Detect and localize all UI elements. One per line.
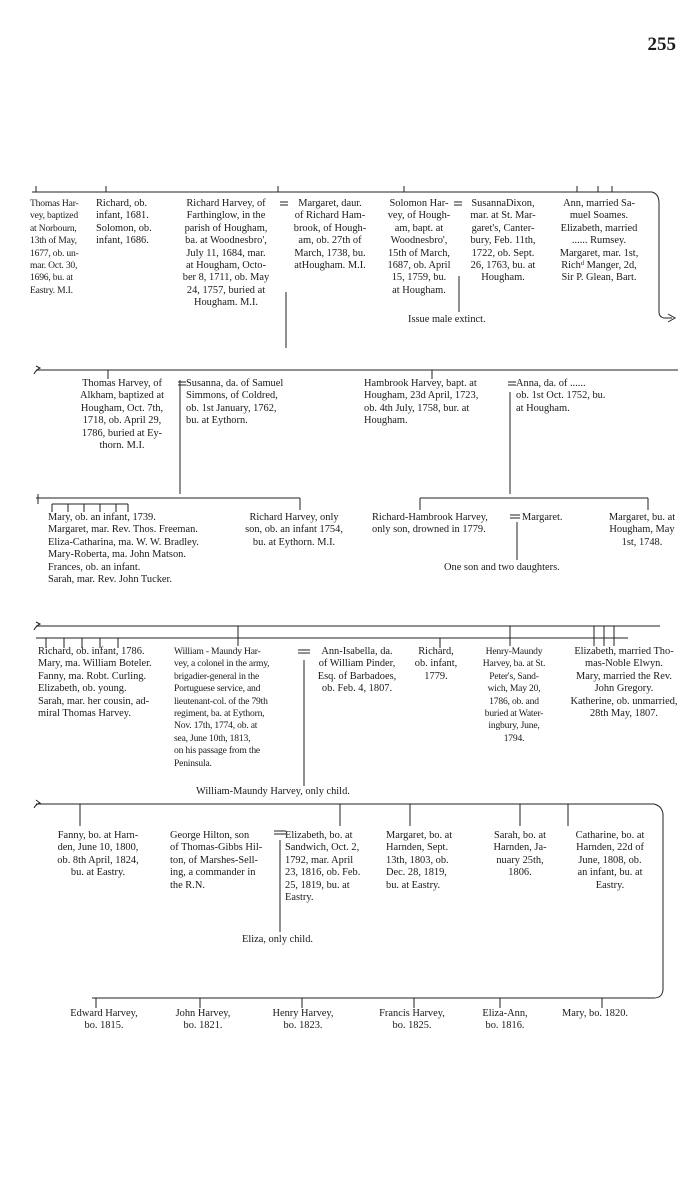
entry-thomas-harvey-alkham: Thomas Harvey, of Alkham, baptized at Hougham, Oct. 7th, 1718, ob. April 29, 1786, buried at Ey- thorn. M.I.	[80, 378, 164, 452]
entry-ann-elizabeth-margaret: Ann, married Sa- muel Soames. Elizabeth, married ...... Rumsey. Margaret, mar. 1st, Richᵈ Manger, 2d, Sir P. Glean, Bart.	[559, 198, 639, 284]
entry-mary-and-sisters: Mary, ob. an infant, 1739. Margaret, mar. Rev. Thos. Freeman. Eliza-Catharina, ma. W. W. Bradley. Mary-Roberta, ma. John Matson. Frances, ob. an infant. Sarah, mar. Rev. John Tucker.	[48, 512, 199, 586]
entry-richard-infant-1779: Richard, ob. infant, 1779.	[414, 646, 458, 682]
entry-john-harvey: John Harvey, bo. 1821.	[175, 1008, 231, 1032]
entry-catharine-harnden: Catharine, bo. at Harnden, 22d of June, 1808, ob. an infant, bu. at Eastry.	[575, 830, 645, 891]
entry-francis-harvey: Francis Harvey, bo. 1825.	[379, 1008, 445, 1032]
issue-note-gen5: Eliza, only child.	[242, 934, 313, 945]
entry-richard-and-sisters: Richard, ob. infant, 1786. Mary, ma. William Boteler. Fanny, ma. Robt. Curling. Elizabeth, ob. young. Sarah, mar. her cousin, ad- miral Thomas Harvey.	[38, 646, 152, 720]
entry-ann-isabella-pinder: Ann-Isabella, da. of William Pinder, Esq. of Barbadoes, ob. Feb. 4, 1807.	[317, 646, 397, 695]
entry-mary-1820: Mary, bo. 1820.	[562, 1008, 628, 1019]
entry-richard-hambrook-harvey: Richard-Hambrook Harvey, only son, drowned in 1779.	[372, 512, 488, 536]
entry-anna: Anna, da. of ...... ob. 1st Oct. 1752, bu. at Hougham.	[516, 378, 606, 414]
entry-hambrook-harvey: Hambrook Harvey, bapt. at Hougham, 23d April, 1723, ob. 4th July, 1758, bur. at Hougham.	[364, 378, 479, 427]
entry-elizabeth-sandwich: Elizabeth, bo. at Sandwich, Oct. 2, 1792, mar. April 23, 1816, ob. Feb. 25, 1819, bu. at Eastry.	[285, 830, 361, 904]
entry-solomon-harvey: Solomon Har- vey, of Hough- am, bapt. at Woodnesbro', 15th of March, 1687, ob. April 15, 1759, bu. at Hougham.	[387, 198, 451, 296]
entry-henry-maundy-harvey: Henry-Maundy Harvey, ba. at St. Peter's, Sand- wich, May 20, 1786, ob. and buried at Water- ingbury, June, 1794.	[482, 646, 546, 744]
issue-note-gen1: Issue male extinct.	[408, 314, 486, 325]
entry-richard-harvey-farthinglow: Richard Harvey, of Farthinglow, in the parish of Hougham, ba. at Woodnesbro', July 11, 1684, mar. at Hougham, Octo- ber 8, 1711, ob. May 24, 1757, buried at Hougham. M.I.	[182, 198, 270, 309]
entry-fanny: Fanny, bo. at Harn- den, June 10, 1800, ob. 8th April, 1824, bu. at Eastry.	[57, 830, 139, 879]
entry-richard-solomon-infants: Richard, ob. infant, 1681. Solomon, ob. infant, 1686.	[96, 198, 152, 247]
entry-susanna-dixon: SusannaDixon, mar. at St. Mar- garet's, Canter- bury, Feb. 11th, 1722, ob. Sept. 26, 1763, bu. at Hougham.	[470, 198, 536, 284]
entry-richard-harvey-only-son: Richard Harvey, only son, ob. an infant 1754, bu. at Eythorn. M.I.	[245, 512, 343, 548]
entry-edward-harvey: Edward Harvey, bo. 1815.	[70, 1008, 138, 1032]
entry-margaret-hambrook: Margaret, daur. of Richard Ham- brook, of Hough- am, ob. 27th of March, 1738, bu. atHougham. M.I.	[293, 198, 367, 272]
entry-elizabeth-mary-katherine: Elizabeth, married Tho- mas-Noble Elwyn. Mary, married the Rev. John Gregory. Katherine, ob. unmarried, 28th May, 1807.	[570, 646, 678, 720]
issue-note-gen3: One son and two daughters.	[444, 562, 560, 573]
entry-susanna-simmons: Susanna, da. of Samuel Simmons, of Coldred, ob. 1st January, 1762, bu. at Eythorn.	[186, 378, 284, 427]
entry-henry-harvey: Henry Harvey, bo. 1823.	[272, 1008, 334, 1032]
entry-margaret-hougham: Margaret, bu. at Hougham, May 1st, 1748.	[608, 512, 676, 548]
entry-margaret-harnden: Margaret, bo. at Harnden, Sept. 13th, 1803, ob. Dec. 28, 1819, bu. at Eastry.	[386, 830, 453, 891]
entry-sarah-harnden: Sarah, bo. at Harnden, Ja- nuary 25th, 1806.	[493, 830, 547, 879]
entry-thomas-harvey-1677: Thomas Har- vey, baptized at Norbourn, 13th of May, 1677, ob. un- mar. Oct. 30, 1696, bu. at Eastry. M.I.	[30, 198, 79, 296]
page-number: 255	[647, 34, 676, 55]
entry-eliza-ann: Eliza-Ann, bo. 1816.	[482, 1008, 528, 1032]
issue-note-gen4: William-Maundy Harvey, only child.	[196, 786, 350, 797]
entry-george-hilton: George Hilton, son of Thomas-Gibbs Hil- ton, of Marshes-Sell- ing, a commander in the R.N.	[170, 830, 263, 891]
entry-margaret-wife: Margaret.	[522, 512, 563, 523]
entry-william-maundy-harvey: William - Maundy Har- vey, a colonel in the army, brigadier-general in the Portuguese service, and lieutenant-col. of the 79th regiment, ba. at Eythorn, Nov. 17th, 1774, ob. at sea, June 10th, 1813, on his passage from the Peninsula.	[174, 646, 270, 769]
